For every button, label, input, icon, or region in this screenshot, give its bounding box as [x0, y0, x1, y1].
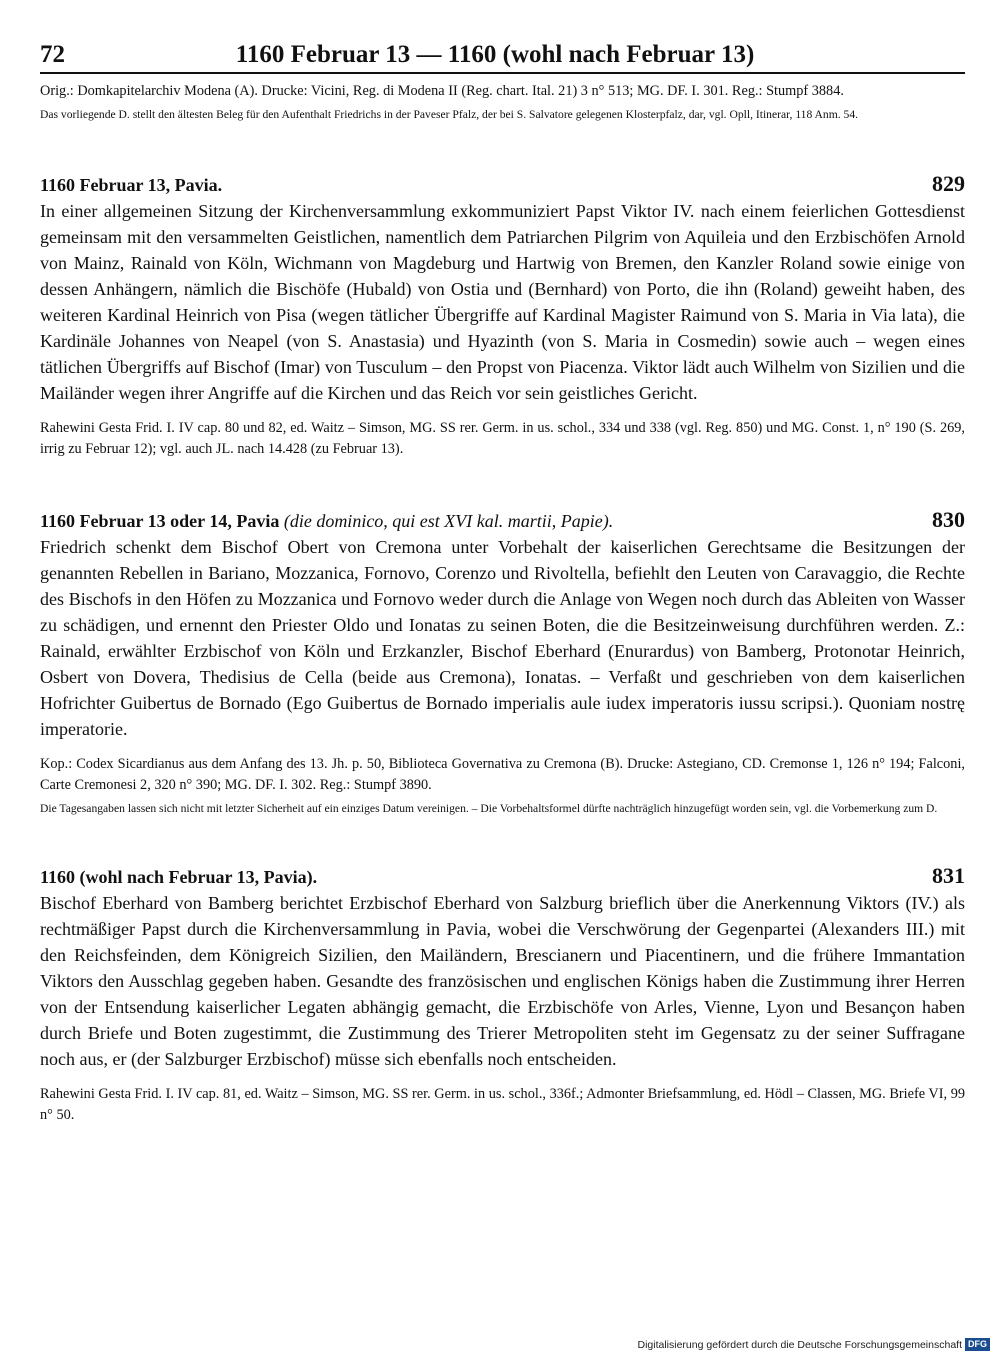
- entry-head: [40, 863, 965, 890]
- document-page: [40, 40, 965, 1125]
- entry-regest: Friedrich schenkt dem Bischof Obert von Cremona unter Vorbehalt der kaiserlichen Gerechtsame die Besitzungen der genannten Rebellen in Bariano, Mozzanica, Fornovo, Corenzo und Rivoltella, befiehlt den Leuten von Caravaggio, die Rechte des Bischofs in den Höfen zu Mozzanica und Fornovo weder durch die Anlage von Wegen noch durch das Ableiten von Wasser zu schädigen, und ernennt den Priester Oldo und Ionatas zu seinen Boten, die die Besitzeinweisung durchführen werden. Z.: Rainald, erwählter Erzbischof von Köln und Erzkanzler, Bischof Eberhard (Enurardus) von Bamberg, Protonotar Heinrich, Osbert von Dovera, Thedisius de Cella (beide aus Cremona), Ionatas. – Verfaßt und geschrieben von dem kaiserlichen Hofrichter Guibertus de Bornado (Ego Guibertus de Bornado imperialis aule iudex imperatoris iussu scripsi.). Quoniam nostrę imperatorie.: [40, 537, 965, 739]
- entry-sources: Rahewini Gesta Frid. I. IV cap. 80 und 82, ed. Waitz – Simson, MG. SS rer. Germ. in us. schol., 334 und 338 (vgl. Reg. 850) und MG. Const. 1, n° 190 (S. 269, irrig zu Februar 12); vgl. auch JL. nach 14.428 (zu Februar 13).: [40, 420, 965, 457]
- regest-entry-831: [40, 863, 965, 1125]
- entry-sources: Rahewini Gesta Frid. I. IV cap. 81, ed. Waitz – Simson, MG. SS rer. Germ. in us. schol., 336f.; Admonter Briefsammlung, ed. Hödl – Classen, MG. Briefe VI, 99 n° 50.: [40, 1086, 965, 1123]
- page-title: 1160 Februar 13 — 1160 (wohl nach Februar 13): [235, 41, 755, 68]
- top-note: Das vorliegende D. stellt den ältesten Beleg für den Aufenthalt Friedrichs in der Paveser Pfalz, der bei S. Salvatore gelegenen Klosterpfalz, dar, vgl. Opll, Itinerar, 118 Anm. 54.: [40, 108, 859, 121]
- entry-date: 1160 (wohl nach Februar 13, Pavia).: [40, 867, 318, 887]
- footer-text: Digitalisierung gefördert durch die Deutsche Forschungsgemeinschaft: [637, 1338, 962, 1351]
- entry-date: 1160 Februar 13 oder 14, Pavia: [40, 511, 280, 531]
- regest-entry-829: [40, 171, 965, 459]
- entry-number: 830: [932, 507, 965, 532]
- entry-regest: In einer allgemeinen Sitzung der Kirchenversammlung exkommuniziert Papst Viktor IV. nach einem feierlichen Gottesdienst gemeinsam mit den versammelten Geistlichen, namentlich dem Patriarchen Pilgrim von Aquileia und den Erzbischöfen Arnold von Mainz, Rainald von Köln, Wichmann von Magdeburg und Hartwig von Bremen, den Kanzler Roland sowie einige von dessen Anhängern, nämlich die Bischöfe (Hubald) von Ostia und (Bernhard) von Porto, die ihn (Roland) geweiht haben, des weiteren Kardinal Heinrich von Pisa (wegen tätlicher Übergriffe auf Kardinal Magister Raimund von S. Maria in Via lata), die Kardinäle Johannes von Neapel (von S. Anastasia) und Hyazinth (von S. Maria in Cosmedin) sowie auch – wegen eines tätlichen Übergriffs auf Bischof (Imar) von Tusculum – den Propst von Piacenza. Viktor lädt auch Wilhelm von Sizilien und die Mailänder wegen ihrer Angriffe auf die Kirchen und das Reich vor sein geistliches Gericht.: [40, 201, 965, 403]
- entry-number: 829: [932, 171, 965, 196]
- entry-regest: Bischof Eberhard von Bamberg berichtet Erzbischof Eberhard von Salzburg brieflich über die Anerkennung Viktors (IV.) als rechtmäßiger Papst durch die Kirchenversammlung in Pavia, wobei die Verschwörung der Gegenpartei (Alexanders III.) mit den Reichsfeinden, dem Königreich Sizilien, den Mailändern, Brescianern und Piacentinern, und die frühere Immantation Viktors den Ausschlag gegeben haben. Gesandte des französischen und englischen Königs haben die Zustimmung ihrer Herren von der Entsendung kaiserlicher Legaten abhängig gemacht, die Erzbischöfe von Arles, Vienne, Lyon und Besançon haben durch Briefe und Boten zugestimmt, die Zustimmung des Trierer Metropoliten steht im Gegensatz zu der seiner Suffragane noch aus, er (der Salzburger Erzbischof) müsse sich ebenfalls noch entscheiden.: [40, 893, 965, 1069]
- dfg-logo: DFG: [965, 1338, 990, 1351]
- entry-number: 831: [932, 863, 965, 888]
- footer-credit: [637, 1338, 990, 1351]
- regest-entry-830: [40, 507, 965, 817]
- entry-note: Die Tagesangaben lassen sich nicht mit letzter Sicherheit auf ein einziges Datum vereinigen. – Die Vorbehaltsformel dürfte nachträglich hinzugefügt worden sein, vgl. die Vorbemerkung zum D.: [40, 802, 938, 815]
- running-head: [40, 40, 965, 74]
- page-number: 72: [40, 41, 65, 68]
- entry-sources: Kop.: Codex Sicardianus aus dem Anfang des 13. Jh. p. 50, Biblioteca Governativa zu Cremona (B). Drucke: Astegiano, CD. Cremonse 1, 126 n° 194; Falconi, Carte Cremonesi 2, 320 n° 390; MG. DF. I. 302. Reg.: Stumpf 3890.: [40, 756, 965, 793]
- entry-date-latin: (die dominico, qui est XVI kal. martii, Papie).: [283, 511, 614, 531]
- top-sources: Orig.: Domkapitelarchiv Modena (A). Drucke: Vicini, Reg. di Modena II (Reg. chart. Ital. 21) 3 n° 513; MG. DF. I. 301. Reg.: Stumpf 3884.: [40, 83, 844, 99]
- entry-date: 1160 Februar 13, Pavia.: [40, 175, 223, 195]
- entry-head: [40, 507, 965, 534]
- entry-head: [40, 171, 965, 198]
